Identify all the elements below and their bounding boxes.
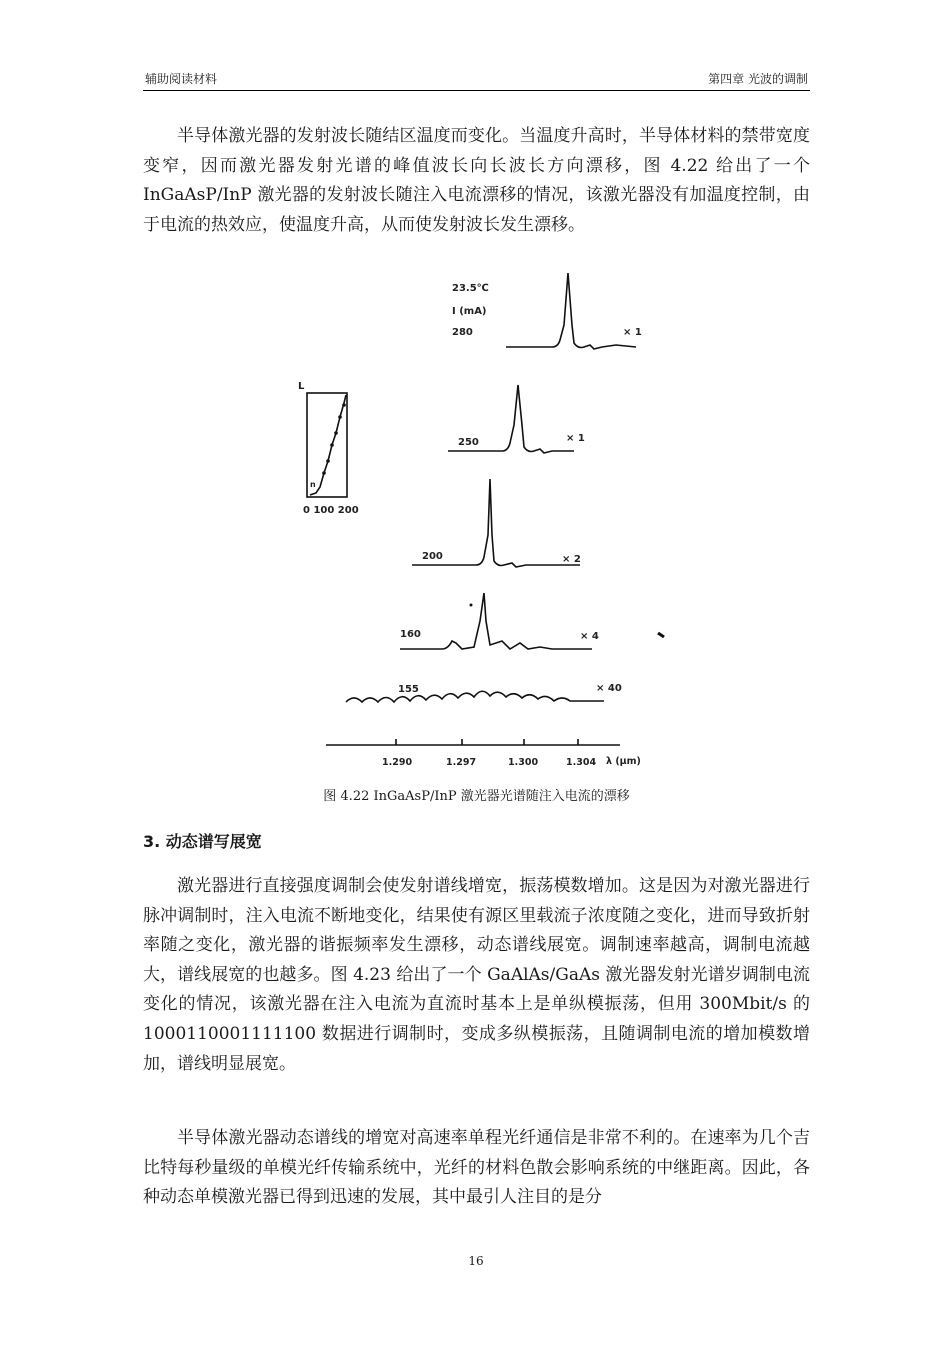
current-unit-label: I (mA) bbox=[452, 306, 487, 317]
spectrum-280-label: 280 bbox=[452, 327, 473, 338]
stray-mark bbox=[658, 633, 664, 637]
spectrum-figure bbox=[290, 265, 670, 780]
spectrum-160-scale: × 4 bbox=[580, 631, 599, 642]
spectrum-200-label: 200 bbox=[422, 551, 443, 562]
spectrum-280-trace bbox=[506, 273, 636, 349]
page-number: 16 bbox=[468, 1254, 484, 1268]
header-chapter-title: 第四章 光波的调制 bbox=[708, 72, 808, 86]
paragraph-single-mode: 半导体激光器动态谱线的增宽对高速率单程光纤通信是非常不利的。在速率为几个吉比特每秒量级的单模光纤传输系统中，光纤的材料色散会影响系统的中继距离。因此，各种动态单模激光器已得到迅速的发展，其中最引人注目的是分 bbox=[143, 1128, 810, 1208]
figure-caption: 图 4.22 InGaAsP/InP 激光器光谱随注入电流的漂移 bbox=[323, 789, 630, 804]
x-tick-1297: 1.297 bbox=[446, 757, 477, 768]
spectrum-250-label: 250 bbox=[458, 437, 479, 448]
spectrum-250-scale: × 1 bbox=[566, 433, 585, 444]
spectrum-280-scale: × 1 bbox=[623, 327, 642, 338]
spectrum-155-trace bbox=[346, 691, 604, 702]
spectrum-155-scale: × 40 bbox=[596, 683, 622, 694]
inset-origin-label: n bbox=[310, 480, 316, 489]
paragraph-dynamic-broadening: 激光器进行直接强度调制会使发射谱线增宽，振荡模数增加。这是因为对激光器进行脉冲调制时，注入电流不断地变化，结果使有源区里载流子浓度随之变化，进而导致折射率随之变化，激光器的谐振频率发生漂移，动态谱线展宽。调制速率越高，调制电流越大，谱线展宽的也越多。图 4.23 给出了一个 GaAlAs/GaAs 激光器发射光谱岁调制电流变化的情况，该激光器在注入电流为直流时基本上是单纵模振荡，但用 300Mbit/s 的 1000110001111100 数据进行调制时，变成多纵模振荡，且随调制电流的增加模数增加，谱线明显展宽。 bbox=[143, 876, 810, 1074]
temperature-label: 23.5℃ bbox=[452, 283, 489, 294]
inset-x-ticks: 0 100 200 bbox=[303, 505, 359, 516]
x-tick-1304: 1.304 bbox=[566, 757, 597, 768]
header-left-title: 辅助阅读材料 bbox=[145, 72, 218, 86]
x-axis-unit: λ (μm) bbox=[606, 756, 641, 767]
inset-axis-label: L bbox=[298, 381, 305, 392]
spectrum-160-label: 160 bbox=[400, 629, 421, 640]
page-header bbox=[143, 68, 810, 91]
x-tick-1290: 1.290 bbox=[382, 757, 413, 768]
stray-dot bbox=[470, 604, 473, 607]
x-tick-1300: 1.300 bbox=[508, 757, 539, 768]
spectrum-155-label: 155 bbox=[398, 684, 419, 695]
section-heading: 3. 动态谱写展宽 bbox=[143, 832, 262, 851]
spectrum-200-scale: × 2 bbox=[562, 554, 581, 565]
spectrum-160-trace bbox=[400, 593, 592, 649]
paragraph-intro: 半导体激光器的发射波长随结区温度而变化。当温度升高时，半导体材料的禁带宽度变窄，因而激光器发射光谱的峰值波长向长波长方向漂移，图 4.22 给出了一个 InGaAsP/InP 激光器的发射波长随注入电流漂移的情况，该激光器没有加温度控制，由于电流的热效应，使温度升高，从而使发射波长发生漂移。 bbox=[143, 126, 810, 235]
